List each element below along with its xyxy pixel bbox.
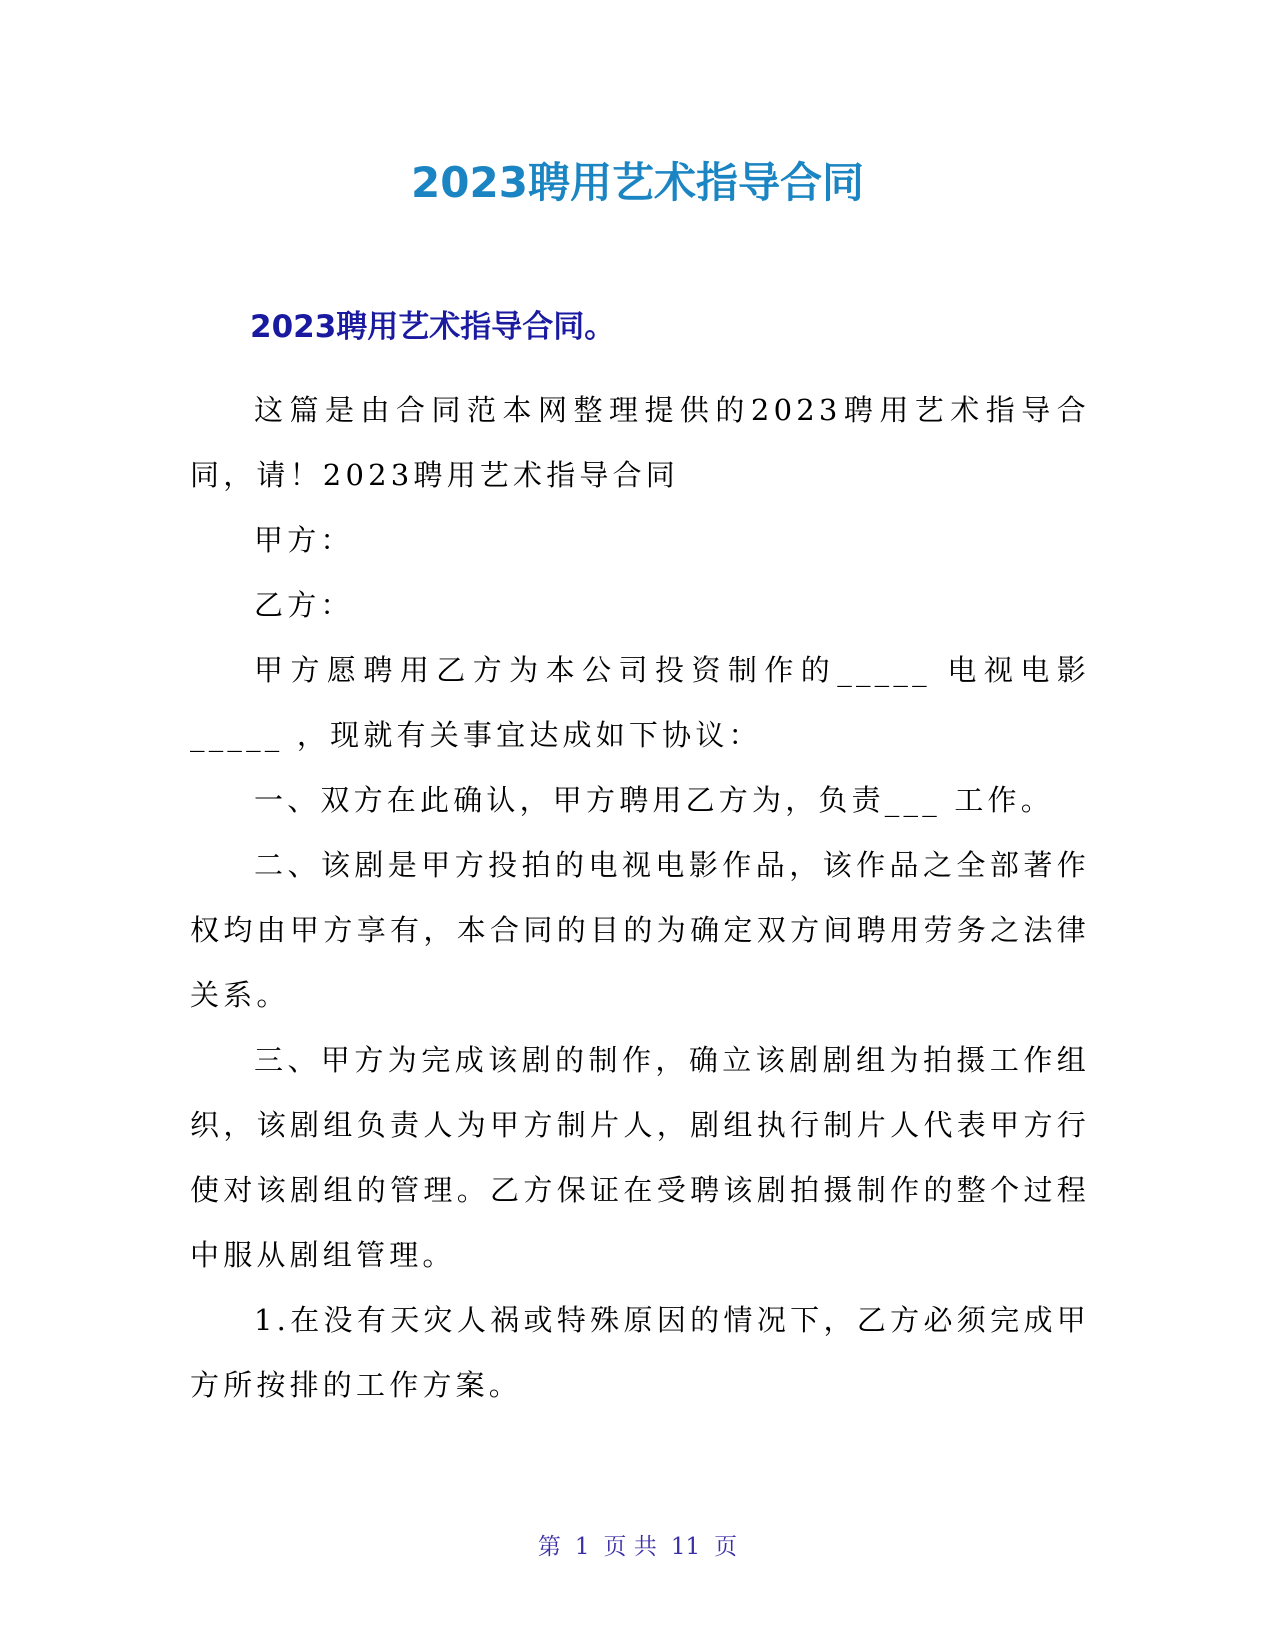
footer-page-number: 1: [574, 1534, 590, 1560]
document-subtitle: 2023聘用艺术指导合同。: [250, 309, 616, 345]
footer-prefix: 第: [537, 1534, 561, 1560]
intro-paragraph: 这篇是由合同范本网整理提供的2023聘用艺术指导合同，请！2023聘用艺术指导合同: [190, 393, 1090, 492]
footer-mid: 页 共: [603, 1534, 657, 1560]
clause-3-item-1: 1.在没有天灾人祸或特殊原因的情况下，乙方必须完成甲方所按排的工作方案。: [190, 1303, 1090, 1402]
party-a-line: 甲方：: [254, 523, 354, 557]
footer-total-pages: 11: [670, 1534, 701, 1560]
footer-suffix: 页: [714, 1534, 738, 1560]
document-body: [190, 378, 1090, 1418]
page-title: 2023聘用艺术指导合同: [411, 158, 864, 207]
page-footer: [0, 1530, 1275, 1564]
clause-2: 二、该剧是甲方投拍的电视电影作品，该作品之全部著作权均由甲方享有，本合同的目的为确定双方间聘用劳务之法律关系。: [190, 848, 1090, 1012]
clause-1: 一、双方在此确认，甲方聘用乙方为，负责___ 工作。: [254, 783, 1054, 817]
party-b-line: 乙方：: [254, 588, 354, 622]
agreement-preamble: 甲方愿聘用乙方为本公司投资制作的_____ 电视电影_____ ，现就有关事宜达成如下协议：: [190, 653, 1090, 752]
clause-3: 三、甲方为完成该剧的制作，确立该剧剧组为拍摄工作组织，该剧组负责人为甲方制片人，剧组执行制片人代表甲方行使对该剧组的管理。乙方保证在受聘该剧拍摄制作的整个过程中服从剧组管理。: [190, 1043, 1090, 1272]
